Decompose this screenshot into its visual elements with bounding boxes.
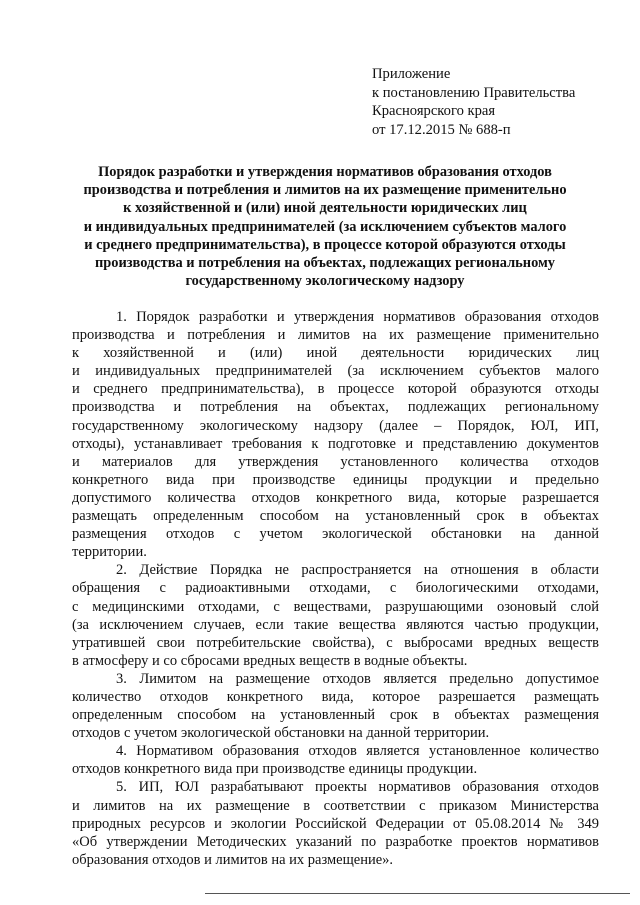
appendix-line: Красноярского края: [372, 103, 496, 119]
document-body: [72, 308, 599, 869]
paragraph-1-line: и материалов для утверждения установленного количества отходов: [72, 453, 599, 470]
title-line: и индивидуальных предпринимателей (за исключением субъектов малого: [83, 218, 567, 235]
paragraph-2-line: в атмосферу и со сбросами вредных веществ в водные объекты.: [72, 652, 468, 669]
paragraph-1-line: размещения отходов с учетом экологической обстановки на данной: [72, 526, 599, 543]
paragraph-1-line: отходы), устанавливает требования к подготовке и представлению документов: [72, 435, 599, 452]
appendix-line: от 17.12.2015 № 688-п: [372, 121, 511, 138]
paragraph-4-line: отходов конкретного вида при производстве единицы продукции.: [72, 761, 478, 778]
paragraph-2-line: (за исключением случаев, если такие вещества являются частью продукции,: [72, 616, 599, 633]
paragraph-1-line: государственному экологическому надзору (далее – Порядок, ЮЛ, ИП,: [72, 417, 599, 434]
paragraph-1-line: допустимого количества отходов конкретного вида, которые разрешается: [72, 489, 599, 506]
paragraph-3-line: количество отходов конкретного вида, которое разрешается размещать: [72, 688, 599, 705]
paragraph-2-line: утратившей свои потребительские свойства), с выбросами вредных веществ: [72, 634, 599, 651]
document-title: [60, 163, 590, 290]
paragraph-1-line: и индивидуальных предпринимателей (за исключением субъектов малого: [72, 363, 599, 380]
paragraph-4-line: 4. Нормативом образования отходов является установленное количество: [116, 743, 599, 760]
paragraph-5-line: 5. ИП, ЮЛ разрабатывают проекты нормативов образования отходов: [116, 779, 599, 796]
paragraph-5-line: «Об утверждении Методических указаний по разработке проектов нормативов: [72, 833, 599, 850]
paragraph-2-line: 2. Действие Порядка не распространяется на отношения в области: [116, 562, 599, 579]
paragraph-2-line: с медицинскими отходами, с веществами, разрушающими озоновый слой: [72, 598, 599, 615]
paragraph-3-line: определенным способом на установленный срок в объектах размещения: [72, 707, 599, 724]
page-bottom-rule: [205, 893, 630, 894]
title-line: производства и потребления на объектах, подлежащих региональному: [94, 255, 555, 272]
paragraph-1-line: территории.: [72, 544, 147, 561]
title-line: к хозяйственной и (или) иной деятельности юридических лиц: [123, 200, 527, 217]
paragraph-1-line: производства и потребления и лимитов на их размещение применительно: [72, 327, 599, 344]
paragraph-1-line: производства и потребления на объектах, подлежащих региональному: [72, 399, 599, 416]
paragraph-1-line: размещать определенным способом на установленный срок в объектах: [72, 508, 599, 525]
paragraph-3-line: отходов с учетом экологической обстановки на данной территории.: [72, 725, 490, 742]
paragraph-5-line: природных ресурсов и экологии Российской Федерации от 05.08.2014 № 349: [72, 815, 599, 832]
title-line: государственному экологическому надзору: [185, 273, 465, 290]
appendix-block: [372, 65, 575, 139]
paragraph-5-line: и лимитов на их размещение в соответствии с приказом Министерства: [72, 797, 599, 814]
paragraph-2-line: обращения с радиоактивными отходами, с биологическими отходами,: [72, 580, 599, 597]
paragraph-1-line: и среднего предпринимательства), в процессе которой образуются отходы: [72, 381, 599, 398]
paragraph-1-line: 1. Порядок разработки и утверждения нормативов образования отходов: [116, 309, 599, 325]
paragraph-3-line: 3. Лимитом на размещение отходов является предельно допустимое: [116, 670, 599, 687]
paragraph-1-line: к хозяйственной и (или) иной деятельности юридических лиц: [72, 345, 599, 362]
paragraph-5-line: образования отходов и лимитов на их размещение».: [72, 851, 394, 868]
paragraph-1-line: конкретного вида при производстве единицы продукции и предельно: [72, 471, 599, 488]
title-line: Порядок разработки и утверждения нормативов образования отходов: [98, 164, 552, 180]
appendix-line: к постановлению Правительства: [372, 84, 576, 101]
title-line: и среднего предпринимательства), в процессе которой образуются отходы: [84, 236, 566, 253]
title-line: производства и потребления и лимитов на их размещение применительно: [83, 182, 567, 199]
appendix-line: Приложение: [372, 66, 451, 82]
